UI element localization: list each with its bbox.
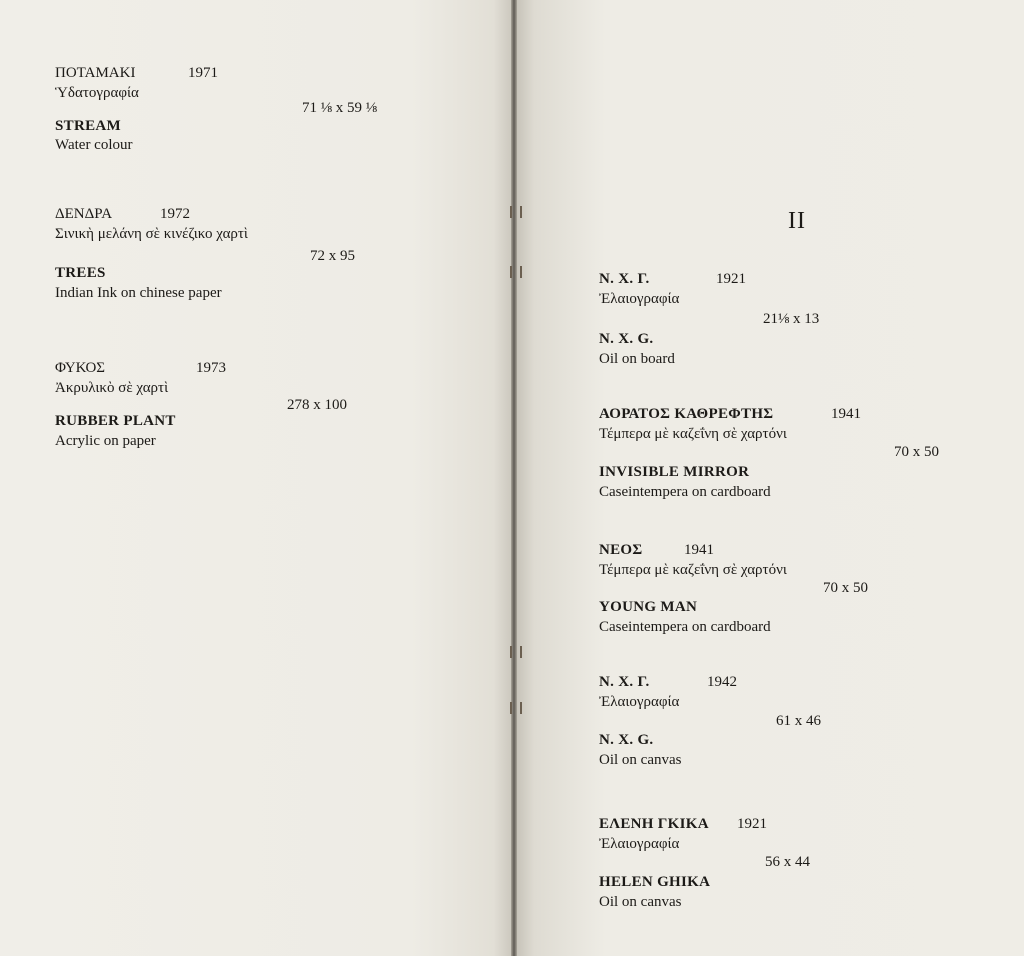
greek-title: ΦΥΚΟΣ [55, 360, 106, 376]
dimensions: 56 x 44 [765, 854, 810, 870]
dimensions: 61 x 46 [776, 713, 821, 729]
greek-title: ΠΟΤΑΜΑΚΙ [55, 65, 136, 81]
english-title: HELEN GHIKA [599, 874, 711, 890]
greek-medium: Σινικὴ μελάνη σὲ κινέζικο χαρτὶ [55, 226, 248, 242]
english-title: N. X. G. [599, 732, 654, 748]
english-medium: Oil on board [599, 351, 675, 367]
english-title: STREAM [55, 118, 121, 134]
year: 1972 [160, 206, 190, 222]
greek-medium: Τέμπερα μὲ καζεΐνη σὲ χαρτόνι [599, 562, 787, 578]
greek-medium: Ἐλαιογραφία [599, 694, 680, 710]
english-medium: Oil on canvas [599, 894, 682, 910]
year: 1942 [707, 674, 737, 690]
english-title: RUBBER PLANT [55, 413, 176, 429]
right-page [514, 0, 1024, 956]
binding-stitch [510, 702, 522, 714]
english-title: N. X. G. [599, 331, 654, 347]
greek-medium: Ἀκρυλικὸ σὲ χαρτὶ [55, 380, 169, 396]
greek-title: ΕΛΕΝΗ ΓΚΙΚΑ [599, 816, 709, 832]
dimensions: 70 x 50 [823, 580, 868, 596]
english-medium: Caseintempera on cardboard [599, 484, 771, 500]
year: 1973 [196, 360, 226, 376]
section-numeral: II [788, 208, 806, 234]
year: 1941 [831, 406, 861, 422]
english-title: TREES [55, 265, 106, 281]
year: 1941 [684, 542, 714, 558]
english-medium: Acrylic on paper [55, 433, 156, 449]
binding-stitch [510, 206, 522, 218]
dimensions: 71 ⅛ x 59 ⅛ [302, 100, 377, 116]
english-medium: Indian Ink on chinese paper [55, 285, 222, 301]
year: 1921 [716, 271, 746, 287]
greek-medium: Ὑδατογραφία [55, 85, 139, 101]
greek-medium: Τέμπερα μὲ καζεΐνη σὲ χαρτόνι [599, 426, 787, 442]
english-medium: Water colour [55, 137, 133, 153]
english-title: YOUNG MAN [599, 599, 698, 615]
year: 1921 [737, 816, 767, 832]
book-gutter [511, 0, 517, 956]
year: 1971 [188, 65, 218, 81]
dimensions: 70 x 50 [894, 444, 939, 460]
greek-title: ΔΕΝΔΡΑ [55, 206, 113, 222]
greek-medium: Ἐλαιογραφία [599, 291, 680, 307]
binding-stitch [510, 646, 522, 658]
english-title: INVISIBLE MIRROR [599, 464, 750, 480]
english-medium: Caseintempera on cardboard [599, 619, 771, 635]
english-medium: Oil on canvas [599, 752, 682, 768]
dimensions: 21⅛ x 13 [763, 311, 820, 327]
greek-title: ΝΕΟΣ [599, 542, 643, 558]
greek-medium: Ἐλαιογραφία [599, 836, 680, 852]
binding-stitch [510, 266, 522, 278]
greek-title: Ν. Χ. Γ. [599, 674, 650, 690]
greek-title: Ν. Χ. Γ. [599, 271, 650, 287]
dimensions: 72 x 95 [310, 248, 355, 264]
dimensions: 278 x 100 [287, 397, 347, 413]
greek-title: ΑΟΡΑΤΟΣ ΚΑΘΡΕΦΤΗΣ [599, 406, 774, 422]
